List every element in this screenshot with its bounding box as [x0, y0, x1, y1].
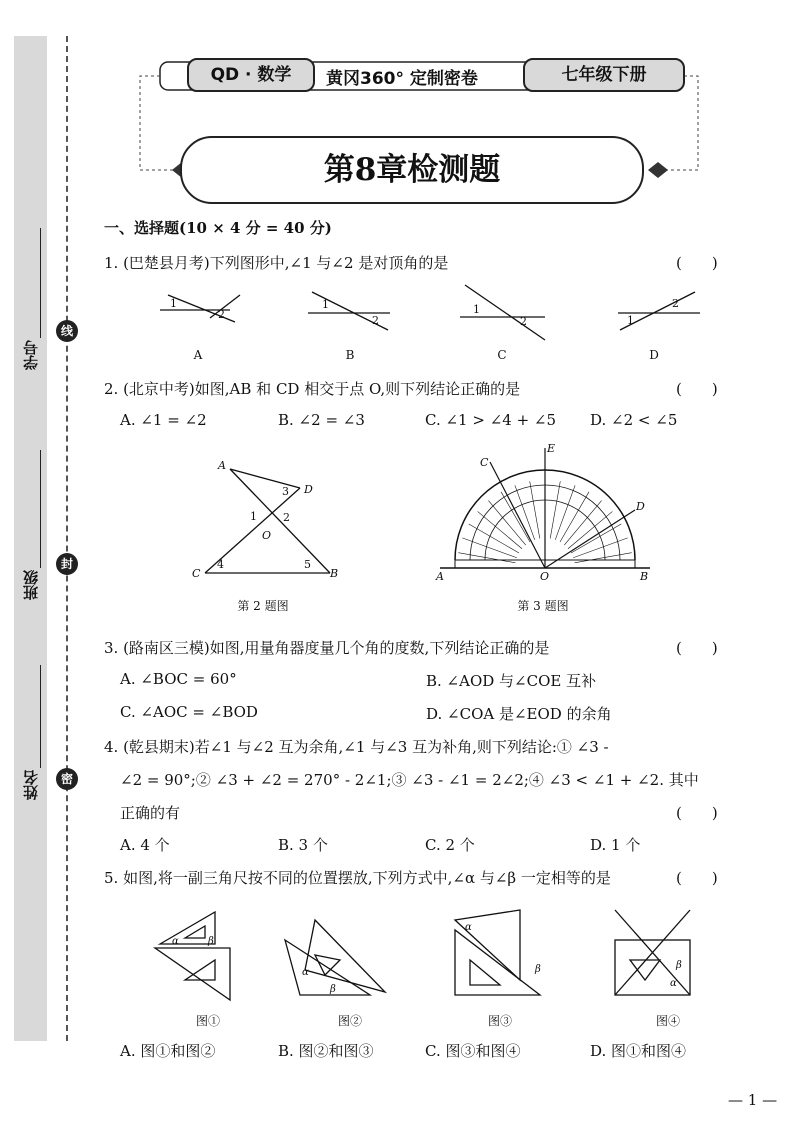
q1-option-c: C	[497, 348, 507, 362]
svg-text:3: 3	[282, 485, 289, 498]
q3-option-c: C. ∠AOC = ∠BOD	[120, 703, 258, 721]
svg-text:O: O	[540, 570, 550, 583]
q3-option-d: D. ∠COA 是∠EOD 的余角	[426, 705, 612, 723]
svg-text:2: 2	[283, 511, 290, 524]
page-title: 第8章检测题	[180, 136, 644, 204]
cut-mark-line: 线	[56, 320, 78, 342]
q3-figure-caption: 第 3 题图	[517, 599, 569, 613]
svg-text:A: A	[218, 459, 226, 472]
q3-option-b: B. ∠AOD 与∠COE 互补	[426, 672, 597, 690]
q4-option-c: C. 2 个	[425, 836, 475, 854]
q2-stem: 2. (北京中考)如图,AB 和 CD 相交于点 O,则下列结论正确的是	[104, 380, 521, 398]
q2-figure-caption: 第 2 题图	[237, 599, 289, 613]
svg-text:2: 2	[672, 297, 679, 310]
class-blank	[40, 450, 41, 568]
svg-text:B: B	[640, 570, 649, 583]
q5-option-a: A. 图①和图②	[120, 1042, 216, 1060]
q1-option-b: B	[345, 348, 355, 362]
svg-text:4: 4	[217, 558, 224, 571]
svg-text:O: O	[262, 529, 272, 542]
q5-fig1-caption: 图①	[195, 1014, 220, 1028]
q1-answer-bracket: ( )	[676, 254, 718, 272]
svg-text:B: B	[330, 567, 339, 580]
q5-fig3-caption: 图③	[487, 1014, 512, 1028]
q5-set-square-figures	[140, 900, 740, 1015]
q5-stem: 5. 如图,将一副三角尺按不同的位置摆放,下列方式中,∠α 与∠β 一定相等的是	[104, 869, 611, 887]
q2-option-c: C. ∠1 > ∠4 + ∠5	[425, 411, 557, 429]
svg-text:E: E	[547, 442, 556, 455]
svg-text:A: A	[436, 570, 444, 583]
q2-figure	[180, 455, 350, 585]
svg-text:β: β	[208, 936, 214, 947]
cut-mark-seal: 封	[56, 553, 78, 575]
q4-stem-line1: 4. (乾县期末)若∠1 与∠2 互为余角,∠1 与∠3 互为补角,则下列结论:① ∠3 -	[104, 738, 609, 756]
section-heading: 一、选择题(10 × 4 分 = 40 分)	[104, 219, 332, 237]
subject-pill: QD · 数学	[187, 58, 315, 92]
student-id-blank	[40, 228, 41, 338]
page-number: — 1 —	[728, 1091, 778, 1109]
svg-text:1: 1	[322, 298, 329, 311]
svg-text:1: 1	[627, 314, 634, 327]
svg-text:5: 5	[304, 558, 311, 571]
q5-option-c: C. 图③和图④	[425, 1042, 521, 1060]
q3-answer-bracket: ( )	[676, 639, 718, 657]
svg-text:2: 2	[218, 308, 225, 321]
svg-text:C: C	[192, 567, 201, 580]
svg-text:α: α	[172, 936, 179, 947]
class-label: 班级	[22, 570, 40, 600]
q4-answer-bracket: ( )	[676, 804, 718, 822]
svg-text:1: 1	[473, 303, 480, 316]
name-blank	[40, 665, 41, 768]
q4-option-d: D. 1 个	[590, 836, 641, 854]
name-label: 姓名	[22, 770, 40, 800]
q2-answer-bracket: ( )	[676, 380, 718, 398]
q4-option-b: B. 3 个	[278, 836, 328, 854]
svg-text:β: β	[535, 964, 541, 975]
student-id-label: 学号	[22, 340, 40, 370]
q2-option-a: A. ∠1 = ∠2	[120, 411, 207, 429]
q4-stem-line3: 正确的有	[120, 804, 181, 822]
q2-option-b: B. ∠2 = ∠3	[278, 411, 365, 429]
svg-text:α: α	[302, 967, 309, 978]
svg-text:C: C	[480, 456, 489, 469]
svg-text:α: α	[670, 978, 677, 989]
q1-stem: 1. (巴楚县月考)下列图形中,∠1 与∠2 是对顶角的是	[104, 254, 449, 272]
q5-option-d: D. 图①和图④	[590, 1042, 687, 1060]
svg-text:2: 2	[372, 314, 379, 327]
series-name: 黄冈360° 定制密卷	[326, 69, 478, 89]
q3-stem: 3. (路南区三模)如图,用量角器度量几个角的度数,下列结论正确的是	[104, 639, 550, 657]
q5-fig2-caption: 图②	[337, 1014, 362, 1028]
q1-figures	[140, 280, 760, 350]
q5-fig4-caption: 图④	[655, 1014, 680, 1028]
q1-option-a: A	[193, 348, 203, 362]
svg-text:α: α	[465, 922, 472, 933]
q1-option-d: D	[649, 348, 659, 362]
svg-text:2: 2	[520, 315, 527, 328]
svg-text:D: D	[304, 483, 313, 496]
svg-text:1: 1	[250, 510, 257, 523]
q5-option-b: B. 图②和图③	[278, 1042, 374, 1060]
svg-text:1: 1	[170, 297, 177, 310]
q4-option-a: A. 4 个	[120, 836, 170, 854]
svg-text:β: β	[330, 984, 336, 995]
q4-stem-line2: ∠2 = 90°;② ∠3 + ∠2 = 270° - 2∠1;③ ∠3 - ∠1 = 2∠2;④ ∠3 < ∠1 + ∠2. 其中	[120, 771, 699, 789]
svg-text:D: D	[636, 500, 645, 513]
q2-option-d: D. ∠2 < ∠5	[590, 411, 678, 429]
grade-pill: 七年级下册	[523, 58, 685, 92]
q3-option-a: A. ∠BOC = 60°	[120, 670, 237, 688]
cut-mark-secret: 密	[56, 768, 78, 790]
svg-text:β: β	[676, 960, 682, 971]
q5-answer-bracket: ( )	[676, 869, 718, 887]
q3-protractor-figure	[430, 440, 660, 585]
